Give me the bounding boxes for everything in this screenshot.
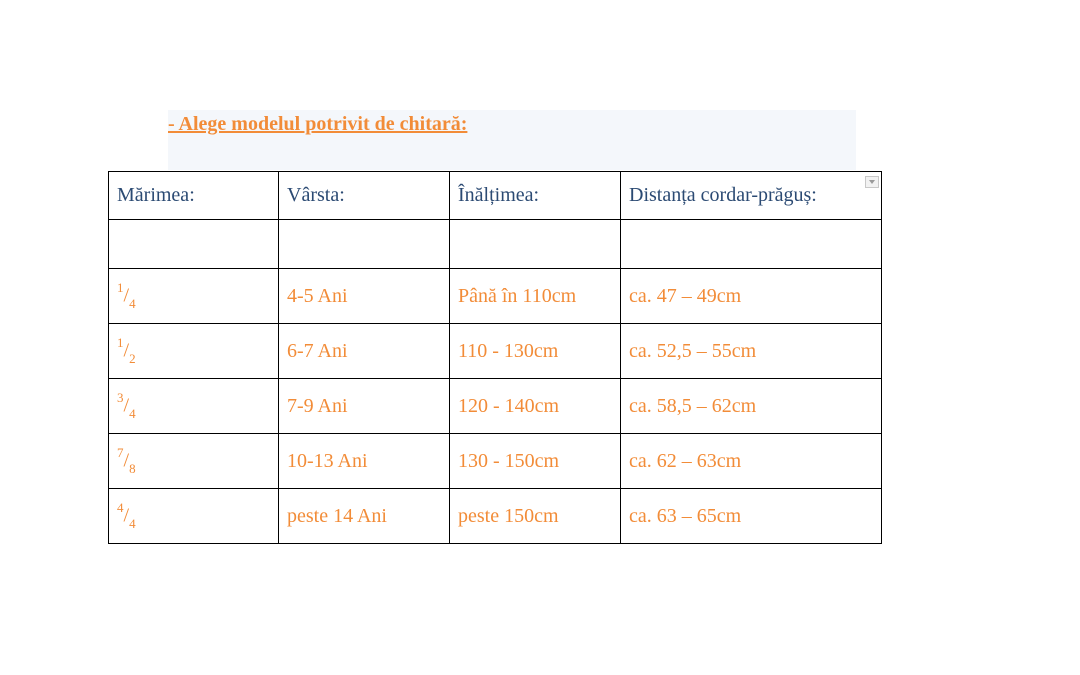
table-row: [109, 489, 882, 544]
size-fraction: $^1/_2$: [117, 334, 136, 367]
distance-cell: ca. 63 – 65cm: [621, 489, 882, 544]
height-cell: peste 150cm: [450, 489, 621, 544]
size-fraction: $^7/_8$: [117, 444, 136, 477]
table-row: [109, 379, 882, 434]
age-cell: 6-7 Ani: [279, 324, 450, 379]
age-cell: 4-5 Ani: [279, 269, 450, 324]
distance-cell: ca. 62 – 63cm: [621, 434, 882, 489]
size-cell: [109, 434, 279, 489]
header-size: Mărimea:: [109, 172, 279, 220]
table-cell: [279, 220, 450, 269]
height-cell: Până în 110cm: [450, 269, 621, 324]
chevron-down-icon[interactable]: [865, 176, 879, 188]
size-fraction: $^1/_4$: [117, 279, 136, 312]
page-heading: - Alege modelul potrivit de chitară:: [168, 113, 468, 135]
height-cell: 120 - 140cm: [450, 379, 621, 434]
table-row: [109, 324, 882, 379]
size-fraction: $^4/_4$: [117, 499, 136, 532]
height-cell: 110 - 130cm: [450, 324, 621, 379]
table-empty-row: [109, 220, 882, 269]
table-header-row: [109, 172, 882, 220]
height-cell: 130 - 150cm: [450, 434, 621, 489]
distance-cell: ca. 47 – 49cm: [621, 269, 882, 324]
table-cell: [621, 220, 882, 269]
guitar-size-table: [108, 171, 882, 544]
age-cell: peste 14 Ani: [279, 489, 450, 544]
table-cell: [450, 220, 621, 269]
table-cell: [109, 220, 279, 269]
table-row: [109, 269, 882, 324]
header-height: Înălțimea:: [450, 172, 621, 220]
size-cell: [109, 489, 279, 544]
header-distance-label: Distanța cordar-prăguș:: [629, 184, 817, 206]
size-cell: [109, 324, 279, 379]
size-fraction: $^3/_4$: [117, 389, 136, 422]
size-cell: [109, 379, 279, 434]
age-cell: 7-9 Ani: [279, 379, 450, 434]
age-cell: 10-13 Ani: [279, 434, 450, 489]
distance-cell: ca. 52,5 – 55cm: [621, 324, 882, 379]
header-age: Vârsta:: [279, 172, 450, 220]
distance-cell: ca. 58,5 – 62cm: [621, 379, 882, 434]
size-cell: [109, 269, 279, 324]
header-distance: [621, 172, 882, 220]
table-row: [109, 434, 882, 489]
